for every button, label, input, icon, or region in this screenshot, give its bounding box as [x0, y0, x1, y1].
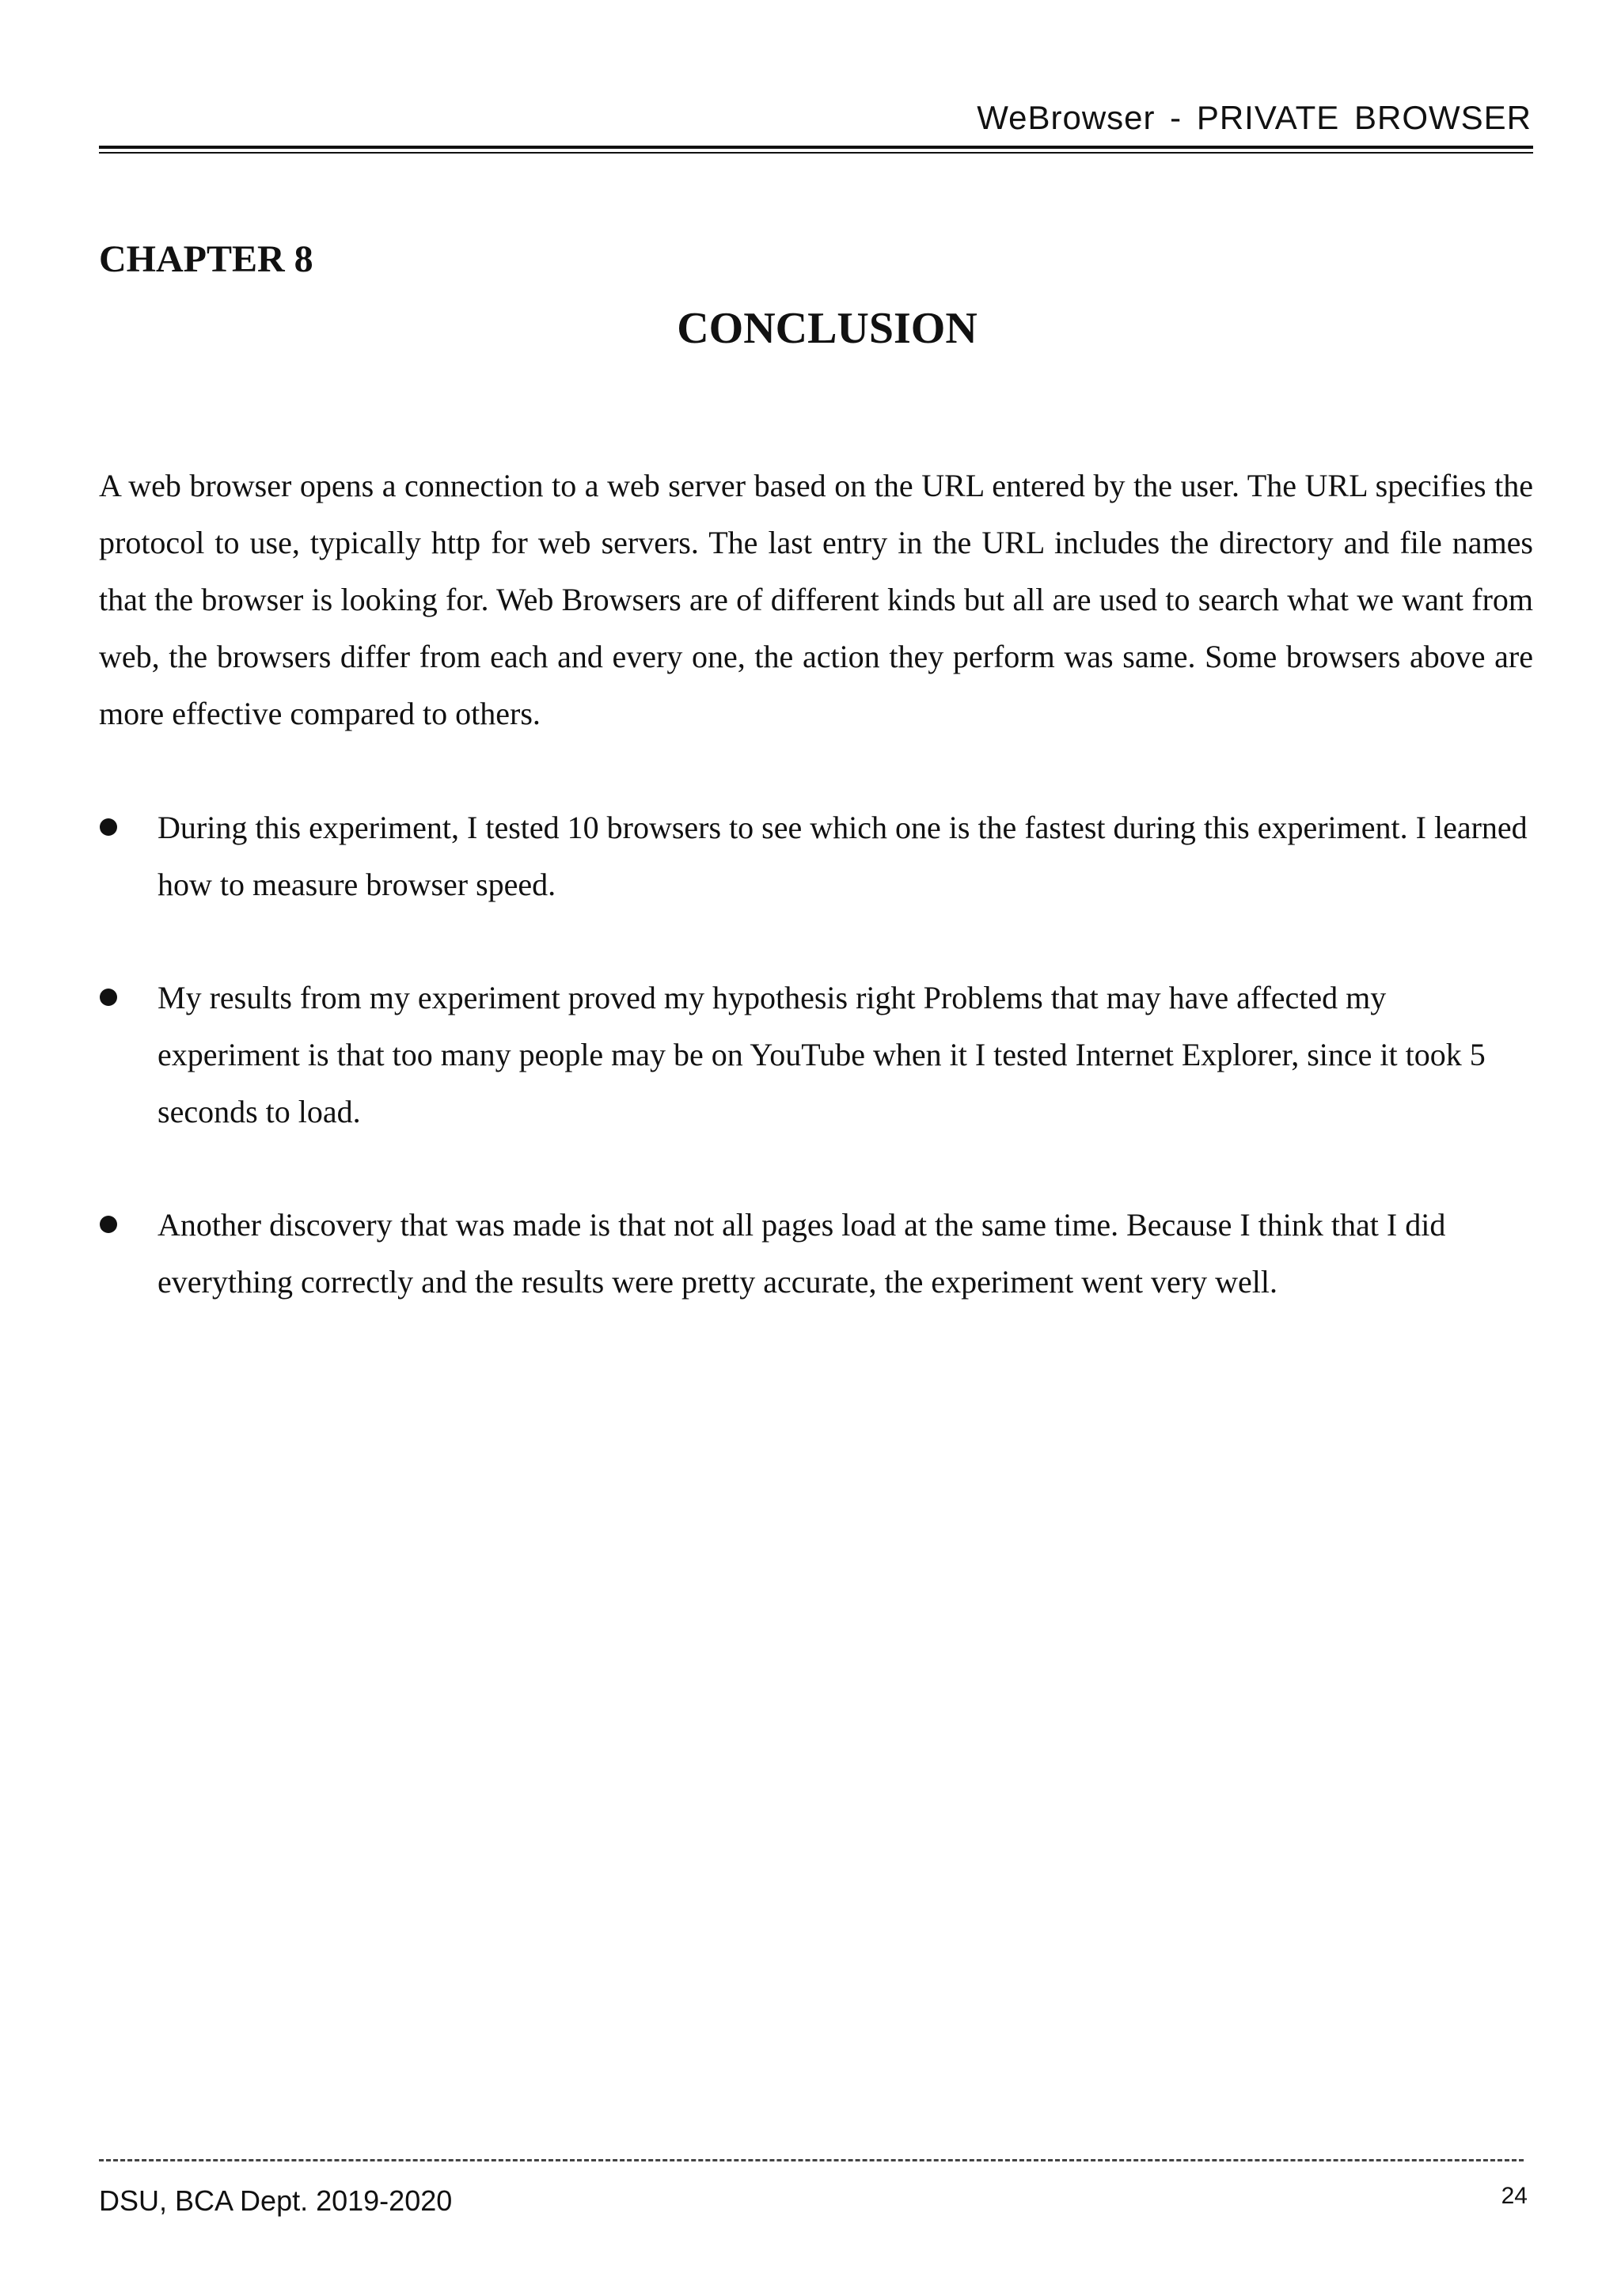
- list-item: [99, 799, 1533, 913]
- header-rule: [99, 146, 1533, 154]
- list-item: [99, 970, 1533, 1140]
- bullet-icon: [100, 989, 117, 1006]
- footer-rule: [99, 2159, 1524, 2161]
- chapter-title: CONCLUSION: [677, 304, 978, 353]
- list-item-text: Another discovery that was made is that not all pages load at the same time. Because I think that I did everything correctly and the results were pretty accurate, the experiment went very well.: [158, 1207, 1446, 1300]
- conclusion-points: [99, 799, 1533, 1367]
- intro-paragraph: A web browser opens a connection to a web server based on the URL entered by the user. The URL specifies the protocol to use, typically http for web servers. The last entry in the URL includes the directory and file names that the browser is looking for. Web Browsers are of different kinds but all are used to search what we want from web, the browsers differ from each and every one, the action they perform was same. Some browsers above are more effective compared to others.: [99, 468, 1533, 731]
- bullet-icon: [100, 1216, 117, 1233]
- list-item-text: During this experiment, I tested 10 browsers to see which one is the fastest during this experiment. I learned how to measure browser speed.: [158, 810, 1528, 902]
- page-number: 24: [1501, 2183, 1528, 2209]
- footer-department: DSU, BCA Dept. 2019-2020: [99, 2184, 453, 2217]
- bullet-icon: [100, 818, 117, 836]
- running-header: WeBrowser - PRIVATE BROWSER: [977, 99, 1532, 136]
- list-item: [99, 1197, 1533, 1311]
- list-item-text: My results from my experiment proved my hypothesis right Problems that may have affected my experiment is that too many people may be on YouTube when it I tested Internet Explorer, since it took 5 seconds to load.: [158, 980, 1486, 1129]
- chapter-label: CHAPTER 8: [99, 238, 313, 280]
